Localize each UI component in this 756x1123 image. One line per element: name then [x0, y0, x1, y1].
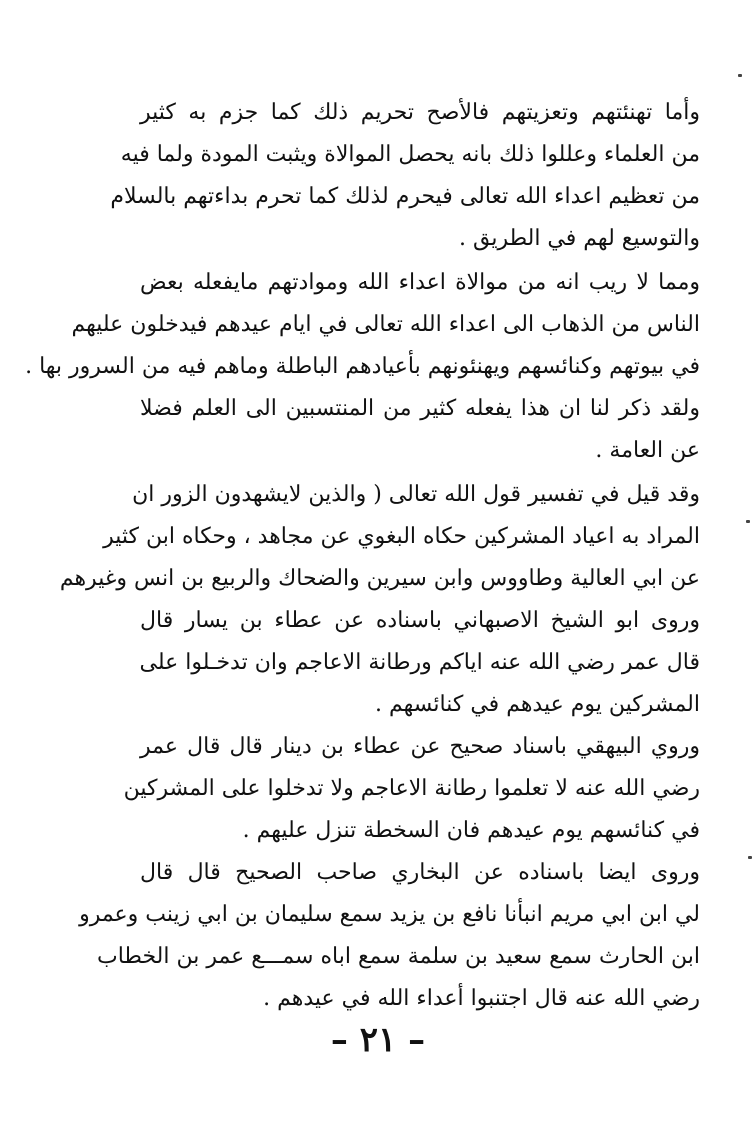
text-line: وروى ابو الشيخ الاصبهاني باسناده عن عطاء بن يسار قال: [140, 608, 700, 633]
page-number: – ٢١ –: [330, 1020, 426, 1060]
text-line: عن العامة .: [595, 438, 700, 463]
text-line: المراد به اعياد المشركين حكاه البغوي عن مجاهد ، وحكاه ابن كثير: [103, 524, 700, 549]
text-line: ومما لا ريب انه من موالاة اعداء الله وموادتهم مايفعله بعض: [140, 270, 700, 295]
text-line: وروى ايضا باسناده عن البخاري صاحب الصحيح قال قال: [140, 860, 700, 885]
text-line: ولقد ذكر لنا ان هذا يفعله كثير من المنتسبين الى العلم فضلا: [140, 396, 700, 421]
text-line: في كنائسهم يوم عيدهم فان السخطة تنزل عليهم .: [242, 818, 700, 843]
text-line: من العلماء وعللوا ذلك بانه يحصل الموالاة ويثبت المودة ولما فيه: [120, 142, 700, 167]
text-line: من تعظيم اعداء الله تعالى فيحرم لذلك كما تحرم بداءتهم بالسلام: [110, 184, 700, 209]
text-line: المشركين يوم عيدهم في كنائسهم .: [375, 692, 700, 717]
margin-speck: [738, 74, 742, 77]
text-line: قال عمر رضي الله عنه اياكم ورطانة الاعاجم وان تدخـلوا على: [139, 650, 700, 675]
text-line: الناس من الذهاب الى اعداء الله تعالى في ايام عيدهم فيدخلون عليهم: [71, 312, 700, 337]
text-line: في بيوتهم وكنائسهم ويهنئونهم بأعيادهم الباطلة وماهم فيه من السرور بها .: [25, 354, 700, 379]
text-line: وروي البيهقي باسناد صحيح عن عطاء بن دينار قال قال عمر: [140, 734, 700, 759]
text-line: والتوسيع لهم في الطريق .: [458, 226, 700, 251]
text-line: وقد قيل في تفسير قول الله تعالى ( والذين لايشهدون الزور ان: [132, 482, 700, 507]
margin-speck: [746, 520, 750, 523]
body-text: [25, 92, 700, 1020]
text-line: لي ابن ابي مريم انبأنا نافع بن يزيد سمع سليمان بن ابي زينب وعمرو: [79, 902, 700, 927]
text-line: عن ابي العالية وطاووس وابن سيرين والضحاك والربيع بن انس وغيرهم: [59, 566, 700, 591]
text-line: ابن الحارث سمع سعيد بن سلمة سمع اباه سمـــع عمر بن الخطاب: [96, 944, 700, 969]
text-line: رضي الله عنه لا تعلموا رطانة الاعاجم ولا تدخلوا على المشركين: [123, 776, 700, 801]
text-line: وأما تهنئتهم وتعزيتهم فالأصح تحريم ذلك كما جزم به كثير: [140, 100, 700, 125]
margin-speck: [748, 856, 752, 859]
text-line: رضي الله عنه قال اجتنبوا أعداء الله في عيدهم .: [263, 986, 700, 1011]
